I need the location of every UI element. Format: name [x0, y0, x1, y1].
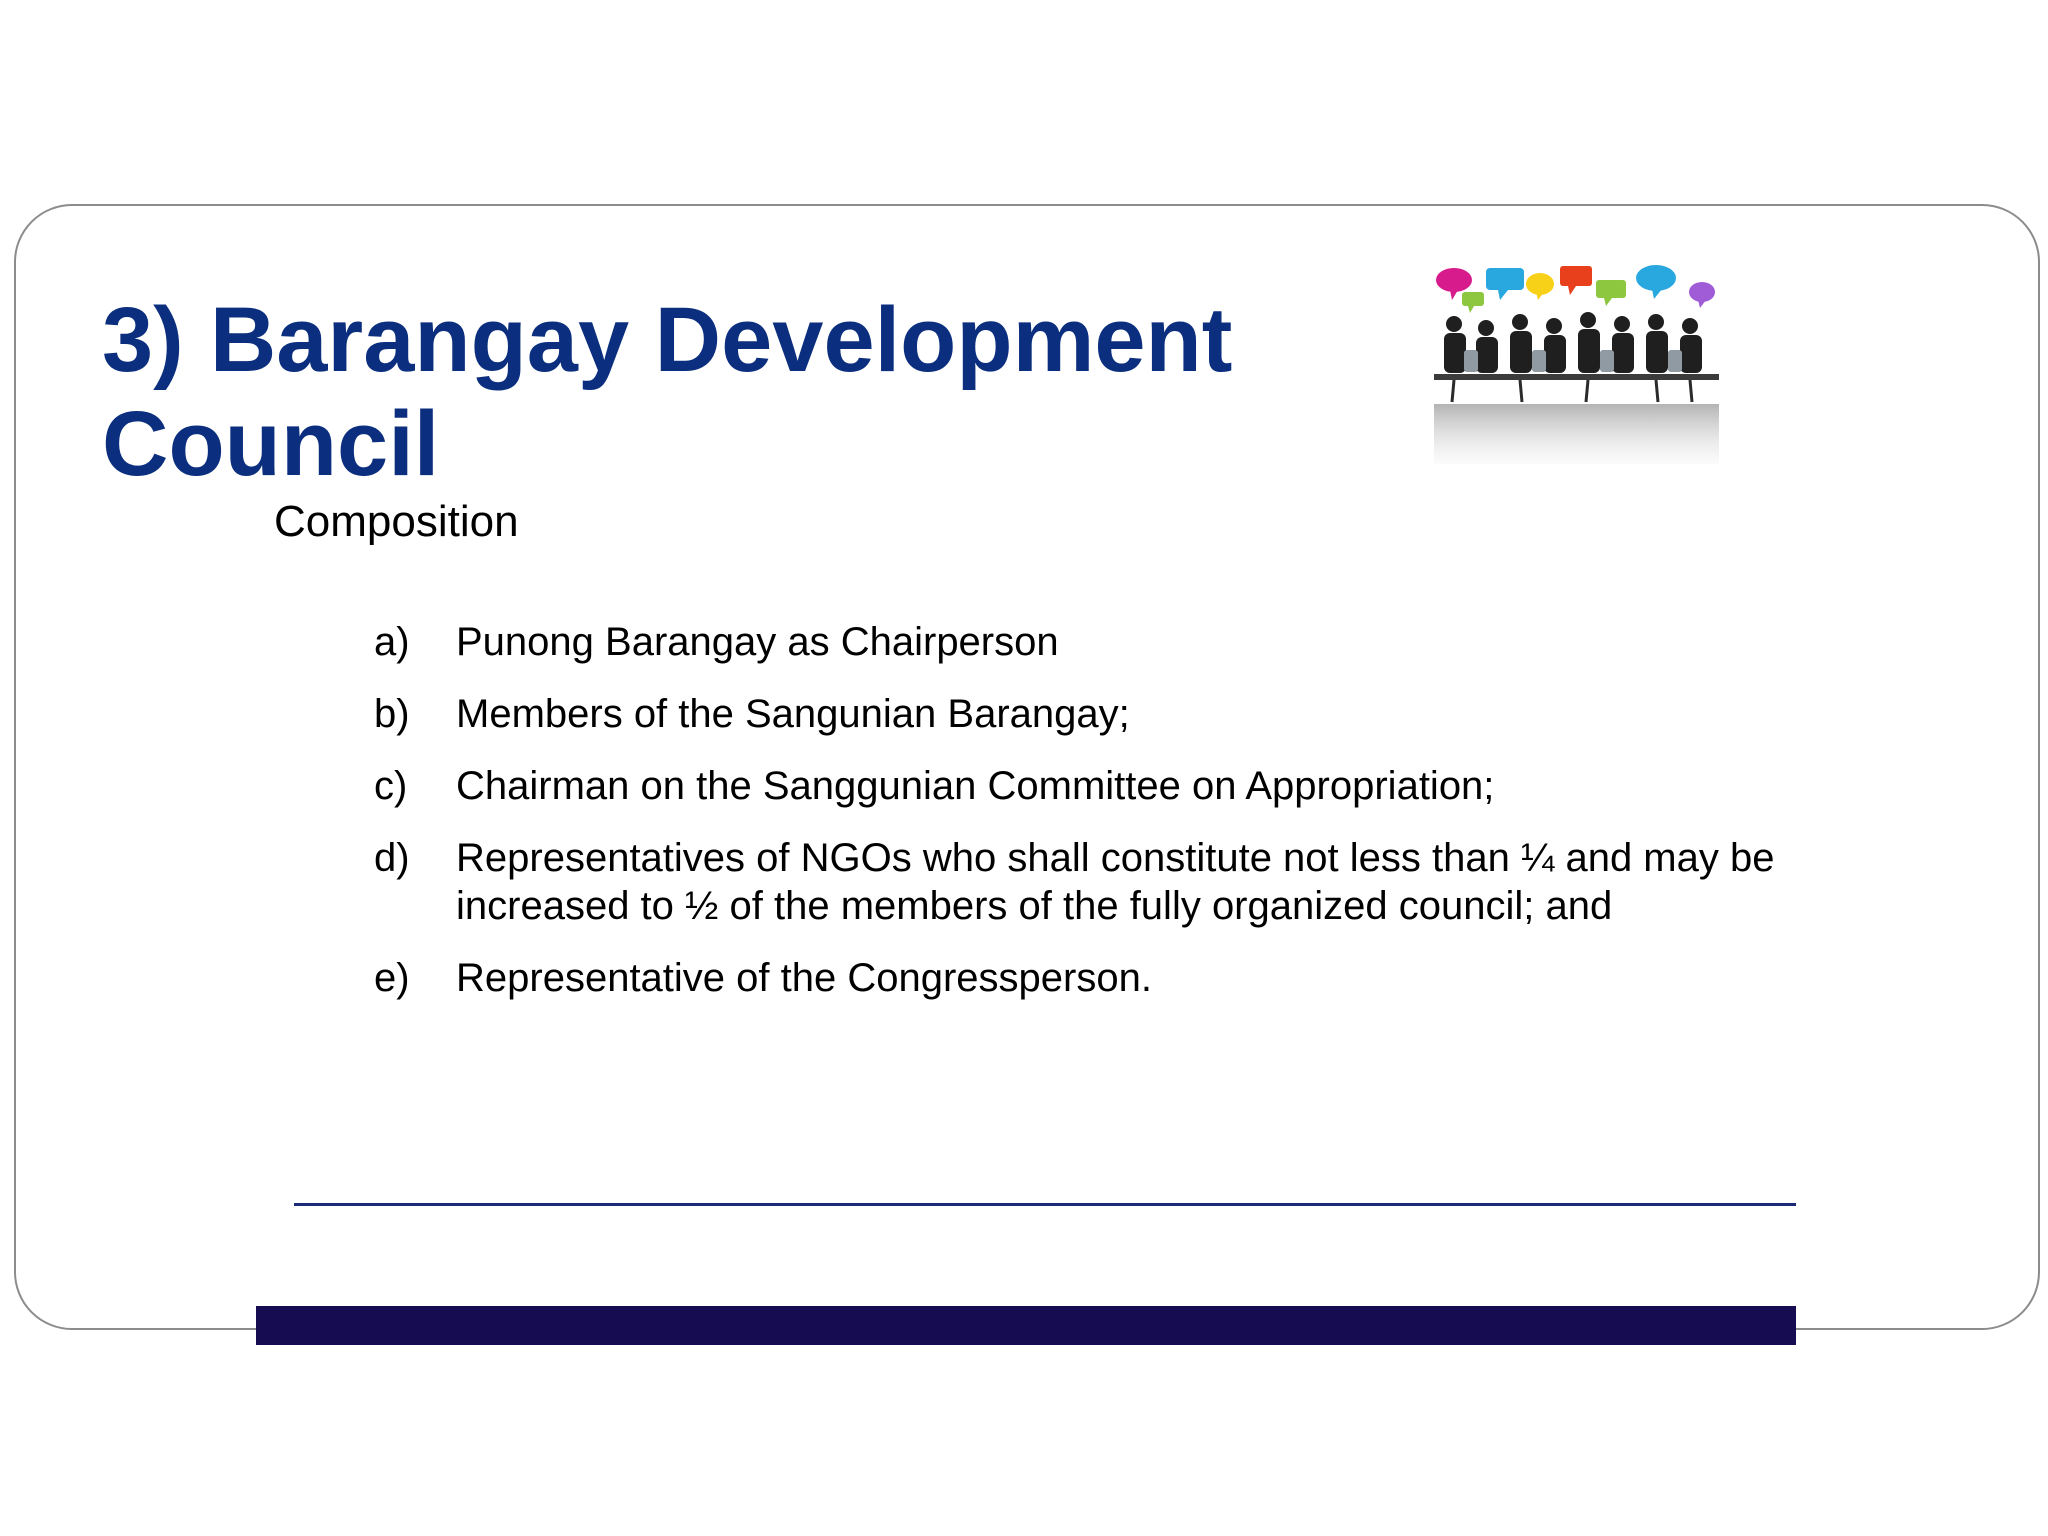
list-marker: e) — [374, 956, 410, 1000]
list-item-text: Representatives of NGOs who shall constitute not less than ¼ and may be increased to ½ of the members of the fully organized council; and — [456, 836, 1775, 928]
list-item — [374, 762, 1814, 810]
title-text: Barangay Development Council — [102, 289, 1233, 495]
composition-list — [374, 618, 1814, 1026]
list-item-text: Chairman on the Sanggunian Committee on Appropriation; — [456, 764, 1495, 808]
list-marker: b) — [374, 692, 410, 736]
list-item — [374, 618, 1814, 666]
subtitle-composition: Composition — [274, 497, 519, 546]
list-item-text: Punong Barangay as Chairperson — [456, 620, 1059, 664]
list-item — [374, 954, 1814, 1002]
divider-line — [294, 1203, 1796, 1206]
list-item — [374, 834, 1814, 930]
list-item-text: Members of the Sangunian Barangay; — [456, 692, 1130, 736]
list-marker: a) — [374, 620, 410, 664]
footer-bar — [256, 1306, 1796, 1345]
list-item — [374, 690, 1814, 738]
title-number: 3) — [102, 289, 184, 391]
slide-title — [102, 288, 1402, 496]
list-item-text: Representative of the Congressperson. — [456, 956, 1152, 1000]
meeting-people-speech-bubbles-icon — [1424, 262, 1724, 468]
list-marker: d) — [374, 836, 410, 880]
list-marker: c) — [374, 764, 408, 808]
